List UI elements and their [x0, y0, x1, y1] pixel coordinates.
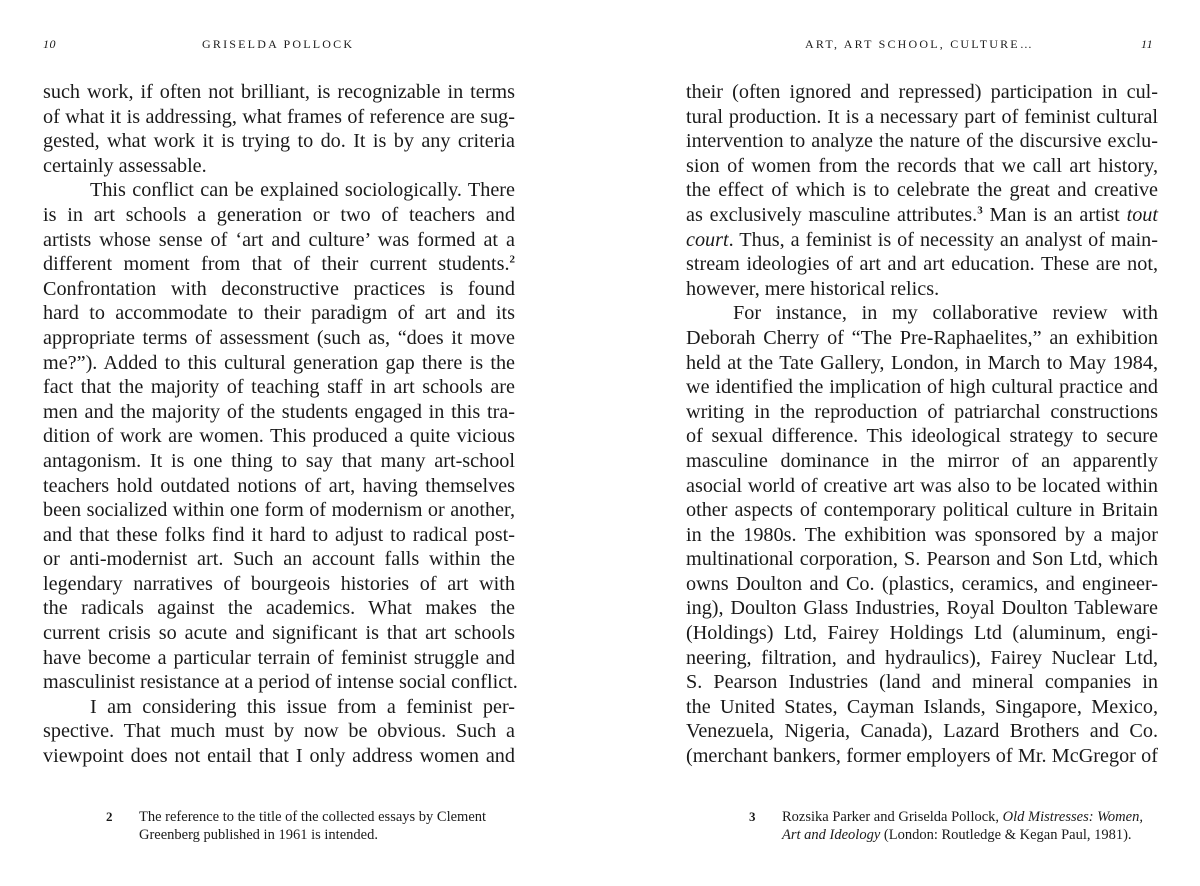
text-line: spective. That much must by now be obvious. Such a	[43, 720, 515, 743]
text-line: S. Pearson Industries (land and mineral companies in	[686, 671, 1158, 694]
page-number: 11	[1141, 37, 1154, 51]
text-line: Deborah Cherry of “The Pre-Raphaelites,” an exhibition	[686, 326, 1158, 349]
text-line: stream ideologies of art and art education. These are not,	[686, 253, 1158, 276]
footnote-reference[interactable]: 2	[509, 253, 515, 266]
text-line: tural production. It is a necessary part of feminist cultural	[686, 105, 1158, 128]
text-line: have become a particular terrain of feminist struggle and	[43, 646, 515, 669]
text-line: and that these folks find it hard to adjust to radical post-	[43, 523, 515, 546]
text-line: For instance, in my collaborative review with	[733, 302, 1158, 325]
footnote	[106, 808, 506, 844]
book-title: Old Mistresses: Women,	[1002, 809, 1143, 825]
text-line: writing in the reproduction of patriarchal constructions	[686, 400, 1158, 423]
text-line: other aspects of contemporary political culture in Britain	[686, 499, 1158, 522]
text-line: the United States, Cayman Islands, Singapore, Mexico,	[686, 695, 1158, 718]
body-text	[43, 80, 518, 769]
text-segment: Rozsika Parker and Griselda Pollock,	[782, 809, 1003, 825]
text-line: ing), Doulton Glass Industries, Royal Doulton Tableware	[686, 597, 1158, 620]
text-segment: Man is an artist	[982, 203, 1127, 226]
italic-term: tout	[1126, 203, 1158, 226]
footnote-reference[interactable]: 3	[977, 204, 983, 217]
text-line: viewpoint does not entail that I only address women and	[43, 745, 515, 768]
text-line: Venezuela, Nigeria, Canada), Lazard Brothers and Co.	[686, 720, 1158, 743]
text-line: (merchant bankers, former employers of Mr. McGregor of	[686, 745, 1158, 768]
text-line: owns Doulton and Co. (plastics, ceramics, and engineer-	[686, 572, 1158, 595]
text-line: asocial world of creative art was also to be located within	[686, 474, 1158, 497]
text-line: neering, filtration, and hydraulics), Fairey Nuclear Ltd,	[686, 646, 1158, 669]
text-line: antagonism. It is one thing to say that many art-school	[43, 449, 515, 472]
text-line: gested, what work it is trying to do. It is by any criteria	[43, 130, 515, 153]
text-line: is in art schools a generation or two of teachers and	[43, 203, 515, 226]
text-line: masculinist resistance at a period of intense social conflict.	[43, 671, 518, 694]
text-line: masculine dominance in the mirror of an apparently	[686, 449, 1158, 472]
body-text	[686, 80, 1158, 769]
footnote-line	[782, 826, 1149, 844]
footnote	[749, 808, 1149, 844]
right-page	[600, 0, 1200, 886]
text-line: their (often ignored and repressed) participation in cul-	[686, 81, 1158, 103]
text-line	[686, 203, 1158, 228]
page-number: 10	[43, 37, 56, 51]
text-line: certainly assessable.	[43, 154, 207, 177]
footnote-number: 2	[106, 809, 113, 824]
italic-term: court	[686, 228, 729, 251]
footnote-line: The reference to the title of the collected essays by Clement	[139, 809, 487, 825]
footnote-number: 3	[749, 809, 756, 824]
text-line: artists whose sense of ‘art and culture’ was formed at a	[43, 228, 515, 251]
text-line: multinational corporation, S. Pearson and Son Ltd, which	[686, 548, 1158, 571]
text-line: I am considering this issue from a feminist per-	[90, 695, 515, 718]
text-segment: as exclusively masculine attributes.	[686, 203, 978, 226]
text-line	[43, 252, 515, 277]
text-line: we identified the implication of high cultural practice and	[686, 376, 1158, 399]
text-line: of what it is addressing, what frames of reference are sug-	[43, 105, 515, 128]
text-line: of sexual difference. This ideological strategy to secure	[686, 425, 1158, 448]
text-line: current crisis so acute and significant is that art schools	[43, 622, 515, 645]
text-line: appropriate terms of assessment (such as, “does it move	[43, 326, 515, 349]
text-segment: different moment from that of their current students.	[43, 253, 510, 276]
text-line: in the 1980s. The exhibition was sponsored by a major	[686, 523, 1158, 546]
running-head: ART, ART SCHOOL, CULTURE…	[805, 37, 1035, 51]
text-line	[686, 228, 1158, 253]
text-line: such work, if often not brilliant, is recognizable in terms	[43, 81, 515, 103]
footnote-line	[782, 808, 1149, 826]
text-line: been socialized within one form of modernism or another,	[43, 499, 515, 522]
text-line: This conflict can be explained sociologically. There	[90, 179, 515, 202]
text-line: sion of women from the records that we call art history,	[686, 154, 1158, 177]
text-line: men and the majority of the students engaged in this tra-	[43, 400, 515, 423]
text-line: (Holdings) Ltd, Fairey Holdings Ltd (aluminum, engi-	[686, 622, 1158, 645]
text-line: legendary narratives of bourgeois histories of art with	[43, 572, 515, 595]
text-line: fact that the majority of teaching staff in art schools are	[43, 376, 515, 399]
text-segment: (London: Routledge & Kegan Paul, 1981).	[880, 827, 1132, 843]
running-head: GRISELDA POLLOCK	[202, 37, 355, 51]
text-line: the radicals against the academics. What makes the	[43, 597, 515, 620]
text-line: however, mere historical relics.	[686, 277, 940, 300]
footnote-line: Greenberg published in 1961 is intended.	[139, 827, 378, 843]
text-line: Confrontation with deconstructive practices is found	[43, 277, 515, 300]
text-line: teachers hold outdated notions of art, having themselves	[43, 474, 515, 497]
text-segment: . Thus, a feminist is of necessity an analyst of main-	[728, 228, 1158, 251]
text-line: held at the Tate Gallery, London, in March to May 1984,	[686, 351, 1158, 374]
text-line: intervention to analyze the nature of the discursive exclu-	[686, 130, 1158, 153]
text-line: me?”). Added to this cultural generation gap there is the	[43, 351, 515, 374]
text-line: dition of work are women. This produced a quite vicious	[43, 425, 515, 448]
book-title: Art and Ideology	[782, 827, 881, 843]
text-line: the effect of which is to celebrate the great and creative	[686, 179, 1158, 202]
text-line: hard to accommodate to their paradigm of art and its	[43, 302, 515, 325]
text-line: or anti-modernist art. Such an account falls within the	[43, 548, 515, 571]
